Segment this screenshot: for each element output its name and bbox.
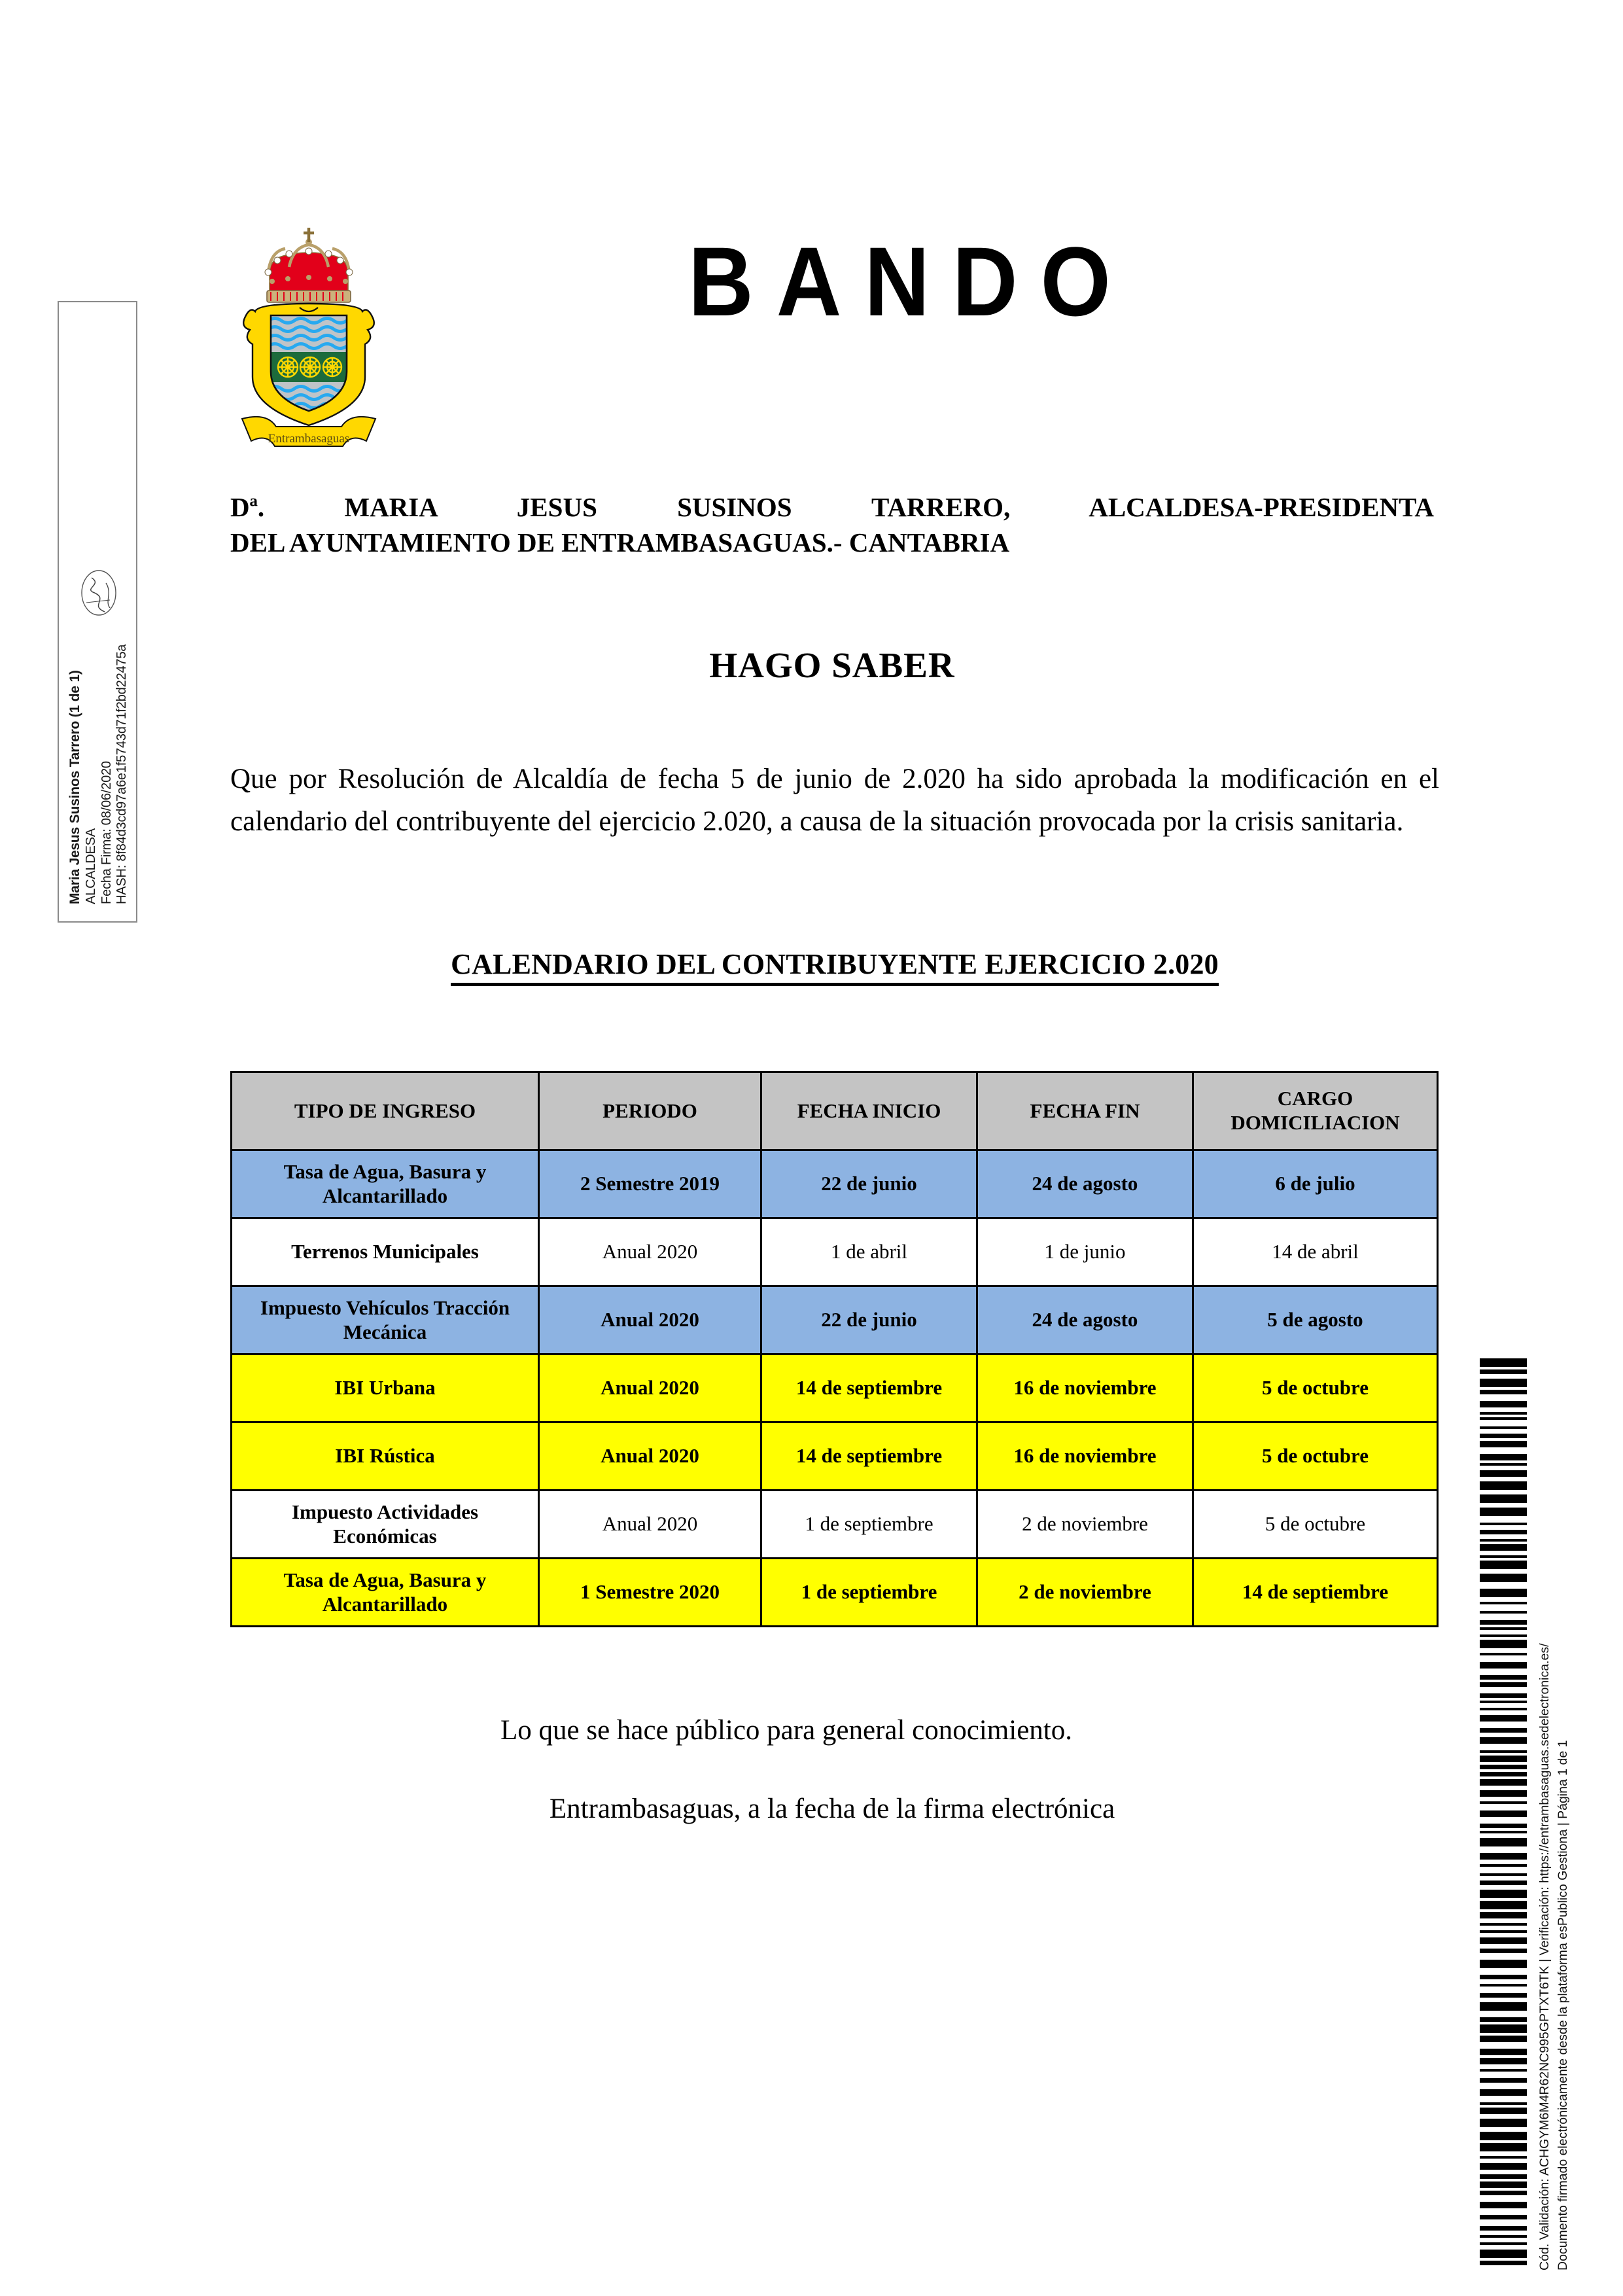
verification-text [1536,1354,1580,2270]
calendar-heading-text: CALENDARIO DEL CONTRIBUYENTE EJERCICIO 2.020 [451,947,1219,986]
addressee-heading [230,489,1434,560]
closing-line-public-notice: Lo que se hace público para general conocimiento. [500,1715,1072,1746]
signature-hash: HASH: 8f84d3cd97a6e1f5743d71f2bd22475a [114,644,130,904]
table-body [232,1150,1438,1627]
cell-tipo-de-ingreso: IBI Rústica [232,1422,539,1491]
column-header-tipo-de-ingreso: TIPO DE INGRESO [232,1072,539,1150]
cell-fecha-fin: 24 de agosto [977,1150,1193,1218]
contributor-calendar-table [230,1071,1439,1627]
cell-cargo-domiciliacion: 5 de octubre [1193,1354,1438,1422]
declaration-heading: HAGO SABER [709,645,955,685]
cell-tipo-de-ingreso: IBI Urbana [232,1354,539,1422]
table-row [232,1286,1438,1354]
cell-cargo-domiciliacion: 6 de julio [1193,1150,1438,1218]
cell-cargo-domiciliacion: 5 de octubre [1193,1422,1438,1491]
barcode-icon [1480,1354,1527,2268]
table-row [232,1150,1438,1218]
signer-name: Maria Jesus Susinos Tarrero (1 de 1) [67,670,83,904]
cell-periodo: 2 Semestre 2019 [539,1150,761,1218]
cell-tipo-de-ingreso: Tasa de Agua, Basura y Alcantarillado [232,1559,539,1627]
cell-fecha-inicio: 14 de septiembre [761,1354,977,1422]
cell-cargo-domiciliacion: 5 de agosto [1193,1286,1438,1354]
addressee-line-1: Dª. MARIA JESUS SUSINOS TARRERO, ALCALDESA-PRESIDENTA [230,492,1434,522]
table-row [232,1559,1438,1627]
cell-fecha-fin: 16 de noviembre [977,1354,1193,1422]
table-row [232,1218,1438,1286]
cell-periodo: Anual 2020 [539,1286,761,1354]
verification-text-wrap [1536,1354,1580,2270]
closing-line-place-and-date: Entrambasaguas, a la fecha de la firma electrónica [549,1793,1115,1824]
cell-fecha-fin: 2 de noviembre [977,1491,1193,1559]
cell-cargo-domiciliacion: 14 de abril [1193,1218,1438,1286]
column-header-periodo: PERIODO [539,1072,761,1150]
table-row [232,1491,1438,1559]
addressee-line-2: DEL AYUNTAMIENTO DE ENTRAMBASAGUAS.- CANTABRIA [230,527,1010,558]
signature-stamp-text [67,645,130,904]
table-header-row [232,1072,1438,1150]
cell-cargo-domiciliacion: 14 de septiembre [1193,1559,1438,1627]
cell-periodo: Anual 2020 [539,1422,761,1491]
cell-periodo: 1 Semestre 2020 [539,1559,761,1627]
table-row [232,1422,1438,1491]
table-header [232,1072,1438,1150]
cell-cargo-domiciliacion: 5 de octubre [1193,1491,1438,1559]
crest-banner-text: Entrambasaguas [268,432,350,446]
cell-fecha-inicio: 22 de junio [761,1150,977,1218]
cell-fecha-fin: 16 de noviembre [977,1422,1193,1491]
cell-fecha-fin: 24 de agosto [977,1286,1193,1354]
column-header-fecha-inicio: FECHA INICIO [761,1072,977,1150]
cell-fecha-fin: 1 de junio [977,1218,1193,1286]
table-row [232,1354,1438,1422]
coat-of-arms-icon [230,222,387,451]
verification-code-line: Cód. Validación: ACHGYM6M4R62NC995GPTXT6TK | Verificación: https://entrambasaguas.sedelectronica.es/ [1537,1643,1552,2270]
body-paragraph: Que por Resolución de Alcaldía de fecha 5 de junio de 2.020 ha sido aprobada la modificación en el calendario del contribuyente del ejercicio 2.020, a causa de la situación provocada por la crisis sanitaria. [230,764,1439,838]
cell-periodo: Anual 2020 [539,1218,761,1286]
cell-periodo: Anual 2020 [539,1354,761,1422]
cell-fecha-inicio: 1 de septiembre [761,1491,977,1559]
page-title: BANDO [688,226,1134,336]
cell-tipo-de-ingreso: Impuesto Vehículos Tracción Mecánica [232,1286,539,1354]
cell-periodo: Anual 2020 [539,1491,761,1559]
cell-tipo-de-ingreso: Terrenos Municipales [232,1218,539,1286]
cell-fecha-fin: 2 de noviembre [977,1559,1193,1627]
platform-signature-line: Documento firmado electrónicamente desde la plataforma esPublico Gestiona | Página 1 de 1 [1555,1740,1570,2270]
cell-fecha-inicio: 1 de abril [761,1218,977,1286]
column-header-fecha-fin: FECHA FIN [977,1072,1193,1150]
cell-fecha-inicio: 14 de septiembre [761,1422,977,1491]
cell-fecha-inicio: 1 de septiembre [761,1559,977,1627]
column-header-cargo-domiciliacion: CARGO DOMICILIACION [1193,1072,1438,1150]
signature-date: Fecha Firma: 08/06/2020 [99,761,114,904]
cell-fecha-inicio: 22 de junio [761,1286,977,1354]
handwritten-signature-icon [76,563,122,622]
cell-tipo-de-ingreso: Tasa de Agua, Basura y Alcantarillado [232,1150,539,1218]
cell-tipo-de-ingreso: Impuesto Actividades Económicas [232,1491,539,1559]
electronic-signature-stamp [58,301,137,923]
signature-stamp-rotated-content [59,302,139,924]
signer-role: ALCALDESA [83,828,98,904]
verification-block [1480,1354,1617,2270]
calendar-heading [230,947,1439,986]
